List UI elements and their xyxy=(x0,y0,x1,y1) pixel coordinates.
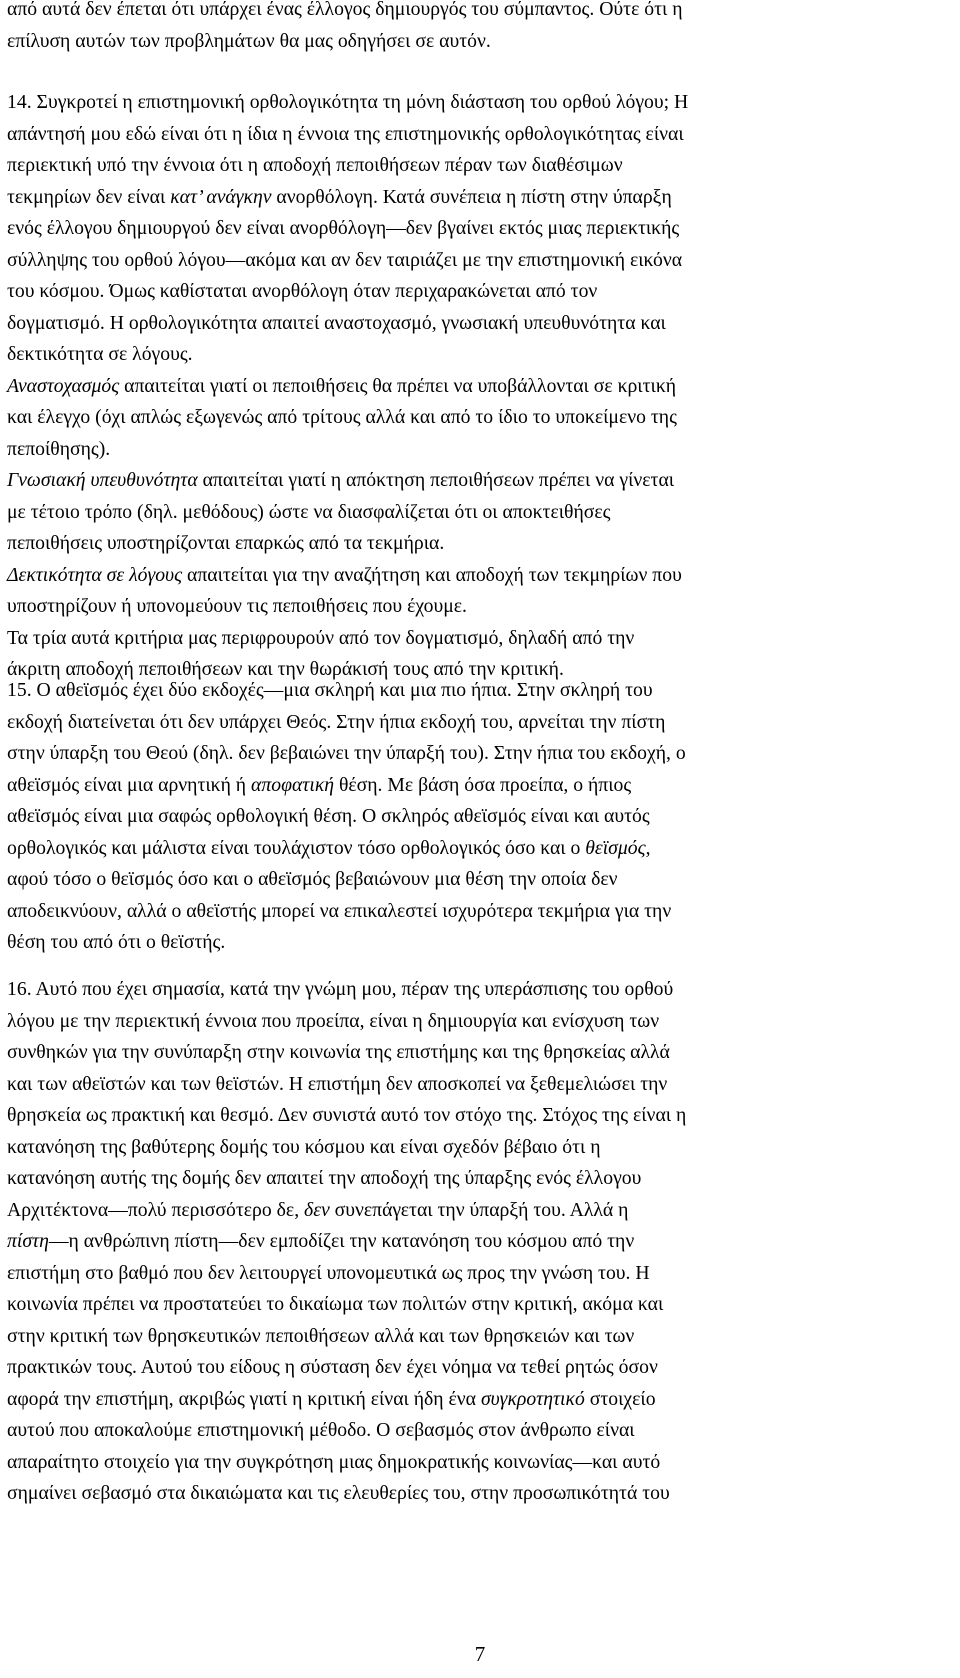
section-14-paragraph xyxy=(7,87,952,686)
text-line: ενός έλλογου δημιουργού δεν είναι ανορθόλογη—δεν βγαίνει εκτός μιας περιεκτικής xyxy=(7,217,680,239)
text-line: Αναστοχασμός απαιτείται γιατί οι πεποιθήσεις θα πρέπει να υποβάλλονται σε κριτική xyxy=(7,374,677,397)
text-line: Αρχιτέκτονα—πολύ περισσότερο δε, δεν συνεπάγεται την ύπαρξή του. Αλλά η xyxy=(7,1198,629,1221)
section-16-paragraph xyxy=(7,974,952,1510)
text-line: δεκτικότητα σε λόγους. xyxy=(7,343,193,365)
text-line: δογματισμό. Η ορθολογικότητα απαιτεί αναστοχασμό, γνωσιακή υπευθυνότητα και xyxy=(7,311,666,334)
text-line: αθεϊσμός είναι μια αρνητική ή αποφατική θέση. Με βάση όσα προείπα, ο ήπιος xyxy=(7,773,632,796)
emphasis: θεϊσμός xyxy=(585,836,646,859)
text-line: αθεϊσμός είναι μια σαφώς ορθολογική θέση. Ο σκληρός αθεϊσμός είναι και αυτός xyxy=(7,805,650,827)
emphasis: Δεκτικότητα σε λόγους xyxy=(7,563,183,586)
text-line: αφορά την επιστήμη, ακριβώς γιατί η κριτική είναι ήδη ένα συγκροτητικό στοιχείο xyxy=(7,1387,656,1410)
text-line: πεποίθησης). xyxy=(7,437,111,460)
text-line: θρησκεία ως πρακτική και θεσμό. Δεν συνιστά αυτό τον στόχο της. Στόχος της είναι η xyxy=(7,1104,687,1126)
text-line: κοινωνία πρέπει να προστατεύει το δικαίωμα των πολιτών στην κριτική, ακόμα και xyxy=(7,1293,664,1315)
text-line: κατανόηση αυτής της δομής δεν απαιτεί την αποδοχή της ύπαρξης ενός έλλογου xyxy=(7,1167,642,1189)
emphasis: κατ’ ανάγκην xyxy=(170,185,272,208)
text-line: συνθηκών για την συνύπαρξη στην κοινωνία της επιστήμης και της θρησκείας αλλά xyxy=(7,1041,670,1063)
text-line: πεποιθήσεις υποστηρίζονται επαρκώς από τα τεκμήρια. xyxy=(7,532,445,554)
text-line: άκριτη αποδοχή πεποιθήσεων και την θωράκισή τους από την κριτική. xyxy=(7,658,564,680)
opening-paragraph xyxy=(7,0,952,57)
emphasis: πίστη xyxy=(7,1230,49,1252)
text-line: πίστη—η ανθρώπινη πίστη—δεν εμποδίζει την κατανόηση του κόσμου από την xyxy=(7,1230,635,1252)
text-line: 15. Ο αθεϊσμός έχει δύο εκδοχές—μια σκληρή και μια πιο ήπια. Στην σκληρή του xyxy=(7,679,653,701)
text-line: θέση του από ότι ο θεϊστής. xyxy=(7,931,226,953)
text-line: Γνωσιακή υπευθυνότητα απαιτείται γιατί η απόκτηση πεποιθήσεων πρέπει να γίνεται xyxy=(7,469,675,491)
text-line: τεκμηρίων δεν είναι κατ’ ανάγκην ανορθόλογη. Κατά συνέπεια η πίστη στην ύπαρξη xyxy=(7,185,672,208)
text-line: κατανόηση της βαθύτερης δομής του κόσμου και είναι σχεδόν βέβαιο ότι η xyxy=(7,1135,601,1158)
text-line: απάντησή μου εδώ είναι ότι η ίδια η έννοια της επιστημονικής ορθολογικότητας είναι xyxy=(7,122,684,145)
section-15-paragraph xyxy=(7,675,952,959)
text-line: αποδεικνύουν, αλλά ο αθεϊστής μπορεί να επικαλεστεί ισχυρότερα τεκμήρια για την xyxy=(7,899,672,922)
emphasis: Γνωσιακή υπευθυνότητα xyxy=(7,469,198,491)
text-line: λόγου με την περιεκτική έννοια που προείπα, είναι η δημιουργία και ενίσχυση των xyxy=(7,1009,660,1032)
text-line: ορθολογικός και μάλιστα είναι τουλάχιστον τόσο ορθολογικός όσο και ο θεϊσμός, xyxy=(7,836,651,859)
text-line: Δεκτικότητα σε λόγους απαιτείται για την αναζήτηση και αποδοχή των τεκμηρίων που xyxy=(7,563,682,586)
text-line: σημαίνει σεβασμό στα δικαιώματα και τις ελευθερίες του, στην προσωπικότητά του xyxy=(7,1482,670,1504)
text-line: πρακτικών τους. Αυτού του είδους η σύσταση δεν έχει νόημα να τεθεί ρητώς όσον xyxy=(7,1356,658,1378)
text-line: αυτού που αποκαλούμε επιστημονική μέθοδο. Ο σεβασμός στον άνθρωπο είναι xyxy=(7,1419,635,1441)
emphasis: Αναστοχασμός xyxy=(7,374,120,397)
text-line: απαραίτητο στοιχείο για την συγκρότηση μιας δημοκρατικής κοινωνίας—και αυτό xyxy=(7,1450,661,1473)
text-line: και έλεγχο (όχι απλώς εξωγενώς από τρίτους αλλά και από το ίδιο το υποκείμενο της xyxy=(7,406,677,428)
emphasis: δεν xyxy=(304,1198,330,1221)
text-line: και των αθεϊστών και των θεϊστών. Η επιστήμη δεν αποσκοπεί να ξεθεμελιώσει την xyxy=(7,1072,668,1095)
text-line: στην κριτική των θρησκευτικών πεποιθήσεων αλλά και των θρησκειών και των xyxy=(7,1324,635,1347)
text-line: υποστηρίζουν ή υπονομεύουν τις πεποιθήσεις που έχουμε. xyxy=(7,595,467,617)
text-line: επίλυση αυτών των προβλημάτων θα μας οδηγήσει σε αυτόν. xyxy=(7,29,491,52)
text-line: 16. Αυτό που έχει σημασία, κατά την γνώμη μου, πέραν της υπεράσπισης του ορθού xyxy=(7,978,674,1000)
text-line: από αυτά δεν έπεται ότι υπάρχει ένας έλλογος δημιουργός του σύμπαντος. Ούτε ότι η xyxy=(7,0,683,20)
text-line: αφού τόσο ο θεϊσμός όσο και ο αθεϊσμός βεβαιώνουν μια θέση την οποία δεν xyxy=(7,868,618,890)
emphasis: αποφατική xyxy=(251,773,335,796)
text-line: σύλληψης του ορθού λόγου—ακόμα και αν δεν ταιριάζει με την επιστημονική εικόνα xyxy=(7,248,683,271)
text-line: με τέτοιο τρόπο (δηλ. μεθόδους) ώστε να διασφαλίζεται ότι οι αποκτειθήσες xyxy=(7,500,611,523)
text-line: επιστήμη στο βαθμό που δεν λειτουργεί υπονομευτικά ως προς την γνώση του. Η xyxy=(7,1261,650,1284)
text-line: εκδοχή διατείνεται ότι δεν υπάρχει Θεός. Στην ήπια εκδοχή του, αρνείται την πίστη xyxy=(7,710,666,733)
emphasis: συγκροτητικό xyxy=(480,1387,585,1410)
text-line: του κόσμου. Όμως καθίσταται ανορθόλογη όταν περιχαρακώνεται από τον xyxy=(7,280,598,302)
page-number: 7 xyxy=(474,1642,486,1666)
text-line: περιεκτική υπό την έννοια ότι η αποδοχή πεποιθήσεων πέραν των διαθέσιμων xyxy=(7,154,623,176)
text-line: στην ύπαρξη του Θεού (δηλ. δεν βεβαιώνει την ύπαρξή του). Στην ήπια του εκδοχή, ο xyxy=(7,742,686,764)
text-line: 14. Συγκροτεί η επιστημονική ορθολογικότητα τη μόνη διάσταση του ορθού λόγου; Η xyxy=(7,91,689,113)
text-line: Τα τρία αυτά κριτήρια μας περιφρουρούν από τον δογματισμό, δηλαδή από την xyxy=(7,626,635,649)
